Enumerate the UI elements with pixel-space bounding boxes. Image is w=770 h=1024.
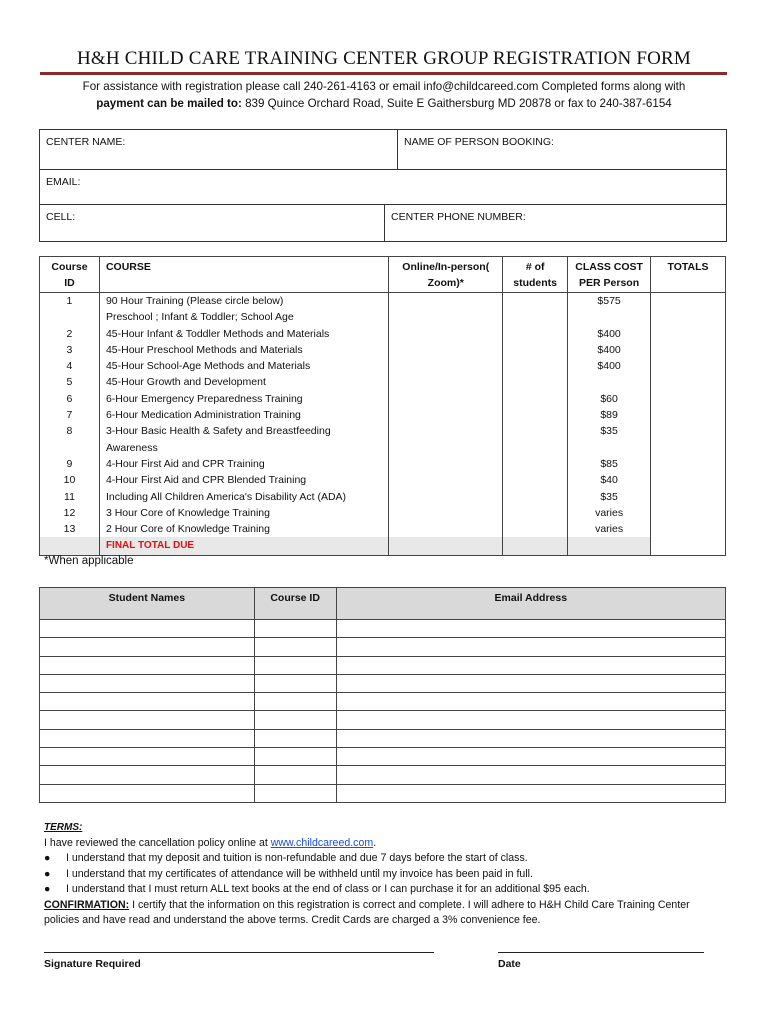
student-email-cell[interactable] [336,656,725,674]
date-line[interactable] [498,952,704,953]
course-name: 4-Hour First Aid and CPR Blended Training [99,472,388,488]
student-course-cell[interactable] [254,711,336,729]
students-cell[interactable] [503,456,568,472]
course-id: 4 [40,358,100,374]
student-email-cell[interactable] [336,784,725,802]
bullet-text: I understand that my deposit and tuition is non-refundable and due 7 days before the start of class. [66,852,528,864]
totals-cell[interactable] [651,309,726,325]
course-cost: $400 [568,342,651,358]
course-row [40,521,726,537]
student-email-cell[interactable] [336,620,725,638]
mode-cell[interactable] [389,456,503,472]
students-cell[interactable] [503,505,568,521]
student-email-cell[interactable] [336,638,725,656]
assistance-line-2 [40,95,728,112]
totals-cell[interactable] [651,456,726,472]
course-id [40,309,100,325]
email-field[interactable]: EMAIL: [46,176,81,188]
students-cell[interactable] [503,293,568,310]
student-name-cell[interactable] [40,784,255,802]
course-id: 10 [40,472,100,488]
course-name: 3 Hour Core of Knowledge Training [99,505,388,521]
course-id: 8 [40,423,100,439]
course-name: 4-Hour First Aid and CPR Training [99,456,388,472]
student-course-cell[interactable] [254,729,336,747]
course-cost: $85 [568,456,651,472]
course-name: Awareness [99,440,388,456]
totals-cell[interactable] [651,391,726,407]
signature-label: Signature Required [44,958,141,970]
students-cell[interactable] [503,489,568,505]
col-course: COURSE [99,257,388,293]
course-cost [568,440,651,456]
course-row [40,326,726,342]
student-name-cell[interactable] [40,638,255,656]
student-email-cell[interactable] [336,693,725,711]
assistance-text [40,78,728,112]
final-total-label-cell [99,537,388,555]
mode-cell[interactable] [389,391,503,407]
student-course-cell[interactable] [254,674,336,692]
mode-cell[interactable] [389,374,503,390]
course-id: 11 [40,489,100,505]
student-email-cell[interactable] [336,711,725,729]
course-row [40,342,726,358]
student-course-cell[interactable] [254,693,336,711]
course-cost: $575 [568,293,651,310]
course-id: 13 [40,521,100,537]
student-name-cell[interactable] [40,693,255,711]
course-id: 3 [40,342,100,358]
course-cost: varies [568,505,651,521]
policy-text: I have reviewed the cancellation policy online at [44,836,271,849]
col-cost: CLASS COST PER Person [568,257,651,293]
totals-cell[interactable] [651,326,726,342]
course-row [40,505,726,521]
final-mode-cell [389,537,503,555]
center-info-box [39,129,727,242]
col-students: # of students [503,257,568,293]
assistance-bold: payment can be mailed to: [96,97,242,110]
students-cell[interactable] [503,423,568,439]
student-email-cell[interactable] [336,748,725,766]
course-name: 6-Hour Medication Administration Training [99,407,388,423]
terms-heading: TERMS: [44,822,83,833]
course-cost [568,374,651,390]
mode-cell[interactable] [389,521,503,537]
mode-cell[interactable] [389,489,503,505]
final-cost-cell [568,537,651,555]
policy-link[interactable]: www.childcareed.com [270,836,374,849]
totals-cell[interactable] [651,472,726,488]
person-booking-field[interactable]: NAME OF PERSON BOOKING: [397,130,726,169]
course-row [40,358,726,374]
mode-cell[interactable] [389,326,503,342]
course-name: 6-Hour Emergency Preparedness Training [99,391,388,407]
student-email-cell[interactable] [336,674,725,692]
confirmation-label: CONFIRMATION: [44,898,130,911]
course-row [40,391,726,407]
confirmation-text: I certify that the information on this registration is correct and complete. I will adhere to H&H Child Care Training Center policies and have read and understand the above terms. Credit Cards are charged a 3% convenience fee. [44,898,690,926]
student-name-cell[interactable] [40,620,255,638]
student-course-cell[interactable] [254,620,336,638]
student-course-cell[interactable] [254,784,336,802]
signature-line[interactable] [44,952,434,953]
page-title: H&H CHILD CARE TRAINING CENTER GROUP REGISTRATION FORM [76,48,692,69]
center-phone-field[interactable]: CENTER PHONE NUMBER: [384,205,726,241]
course-name: 45-Hour Preschool Methods and Materials [99,342,388,358]
assistance-line-1: For assistance with registration please call 240-261-4163 or email info@childcareed.com Completed forms along with [82,80,686,93]
student-name-cell[interactable] [40,766,255,784]
terms-bullet [44,882,724,898]
course-name: 45-Hour Infant & Toddler Methods and Materials [99,326,388,342]
mode-cell[interactable] [389,440,503,456]
mode-cell[interactable] [389,505,503,521]
col-student-course-id: Course ID [254,588,336,620]
bullet-glyph: ● [44,883,51,895]
date-label: Date [498,958,521,970]
course-row [40,489,726,505]
course-id [40,440,100,456]
course-row [40,423,726,439]
course-row [40,472,726,488]
students-cell[interactable] [503,358,568,374]
col-course-id: Course ID [40,257,100,293]
course-cost: varies [568,521,651,537]
course-id: 1 [40,293,100,310]
course-cost [568,309,651,325]
course-row [40,374,726,390]
course-name: 45-Hour Growth and Development [99,374,388,390]
mode-cell[interactable] [389,309,503,325]
students-cell[interactable] [503,472,568,488]
totals-cell[interactable] [651,440,726,456]
student-row [40,766,726,784]
mode-cell[interactable] [389,472,503,488]
final-total-row [40,537,726,555]
center-name-field[interactable]: CENTER NAME: [46,136,126,148]
course-row [40,456,726,472]
course-cost: $35 [568,423,651,439]
course-id: 9 [40,456,100,472]
course-name: Preschool ; Infant & Toddler; School Age [99,309,388,325]
final-total-value[interactable] [651,537,726,555]
mode-cell[interactable] [389,407,503,423]
col-totals: TOTALS [651,257,726,293]
students-cell[interactable] [503,407,568,423]
course-cost: $89 [568,407,651,423]
student-name-cell[interactable] [40,656,255,674]
course-id: 6 [40,391,100,407]
students-cell[interactable] [503,342,568,358]
students-table [39,587,726,803]
totals-cell[interactable] [651,505,726,521]
course-cost: $35 [568,489,651,505]
course-name: 3-Hour Basic Health & Safety and Breastfeeding [99,423,388,439]
course-name: 45-Hour School-Age Methods and Materials [99,358,388,374]
totals-cell[interactable] [651,374,726,390]
course-id: 5 [40,374,100,390]
title-divider [40,72,727,75]
courses-table [39,256,726,556]
student-name-cell[interactable] [40,729,255,747]
totals-cell[interactable] [651,293,726,310]
course-id: 2 [40,326,100,342]
student-row [40,693,726,711]
students-cell[interactable] [503,521,568,537]
terms-bullet [44,867,724,883]
bullet-text: I understand that I must return ALL text books at the end of class or I can purchase it for an additional $95 each. [66,883,590,895]
students-cell[interactable] [503,374,568,390]
totals-cell[interactable] [651,521,726,537]
student-row [40,711,726,729]
mode-cell[interactable] [389,342,503,358]
mode-cell[interactable] [389,423,503,439]
totals-cell[interactable] [651,342,726,358]
policy-end: . [373,836,377,849]
totals-cell[interactable] [651,358,726,374]
students-cell[interactable] [503,326,568,342]
final-students-cell [503,537,568,555]
course-name: Including All Children America's Disability Act (ADA) [99,489,388,505]
col-mode: Online/In-person( Zoom)* [389,257,503,293]
student-row [40,748,726,766]
bullet-glyph: ● [44,867,51,880]
course-row [40,440,726,456]
final-total-label: FINAL TOTAL DUE [105,540,195,552]
mode-cell[interactable] [389,293,503,310]
student-course-cell[interactable] [254,656,336,674]
mode-cell[interactable] [389,358,503,374]
terms-policy-line [44,836,724,852]
course-cost: $60 [568,391,651,407]
bullet-text: I understand that my certificates of attendance will be withheld until my invoice has been paid in full. [66,867,533,880]
terms-section [44,820,724,929]
student-row [40,784,726,802]
student-course-cell[interactable] [254,638,336,656]
student-name-cell[interactable] [40,748,255,766]
confirmation-paragraph [44,898,724,929]
student-email-cell[interactable] [336,766,725,784]
course-cost: $40 [568,472,651,488]
totals-cell[interactable] [651,489,726,505]
course-row [40,293,726,310]
student-row [40,729,726,747]
student-row [40,638,726,656]
course-name: 2 Hour Core of Knowledge Training [99,521,388,537]
student-name-cell[interactable] [40,711,255,729]
students-cell[interactable] [503,391,568,407]
student-email-cell[interactable] [336,729,725,747]
course-id: 12 [40,505,100,521]
student-course-cell[interactable] [254,766,336,784]
course-id: 7 [40,407,100,423]
student-course-cell[interactable] [254,748,336,766]
final-id-cell [40,537,100,555]
student-row [40,656,726,674]
totals-cell[interactable] [651,407,726,423]
student-name-cell[interactable] [40,674,255,692]
totals-cell[interactable] [651,423,726,439]
students-cell[interactable] [503,309,568,325]
col-student-names: Student Names [40,588,255,620]
footnote: *When applicable [44,555,134,567]
student-row [40,620,726,638]
bullet-glyph: ● [44,852,51,864]
course-cost: $400 [568,358,651,374]
students-cell[interactable] [503,440,568,456]
cell-field[interactable]: CELL: [46,211,76,223]
col-email-address: Email Address [336,588,725,620]
course-row [40,407,726,423]
assistance-address: 839 Quince Orchard Road, Suite E Gaithersburg MD 20878 or fax to 240-387-6154 [241,97,672,110]
course-row [40,309,726,325]
course-cost: $400 [568,326,651,342]
terms-bullet [44,851,724,867]
student-row [40,674,726,692]
course-name: 90 Hour Training (Please circle below) [99,293,388,310]
